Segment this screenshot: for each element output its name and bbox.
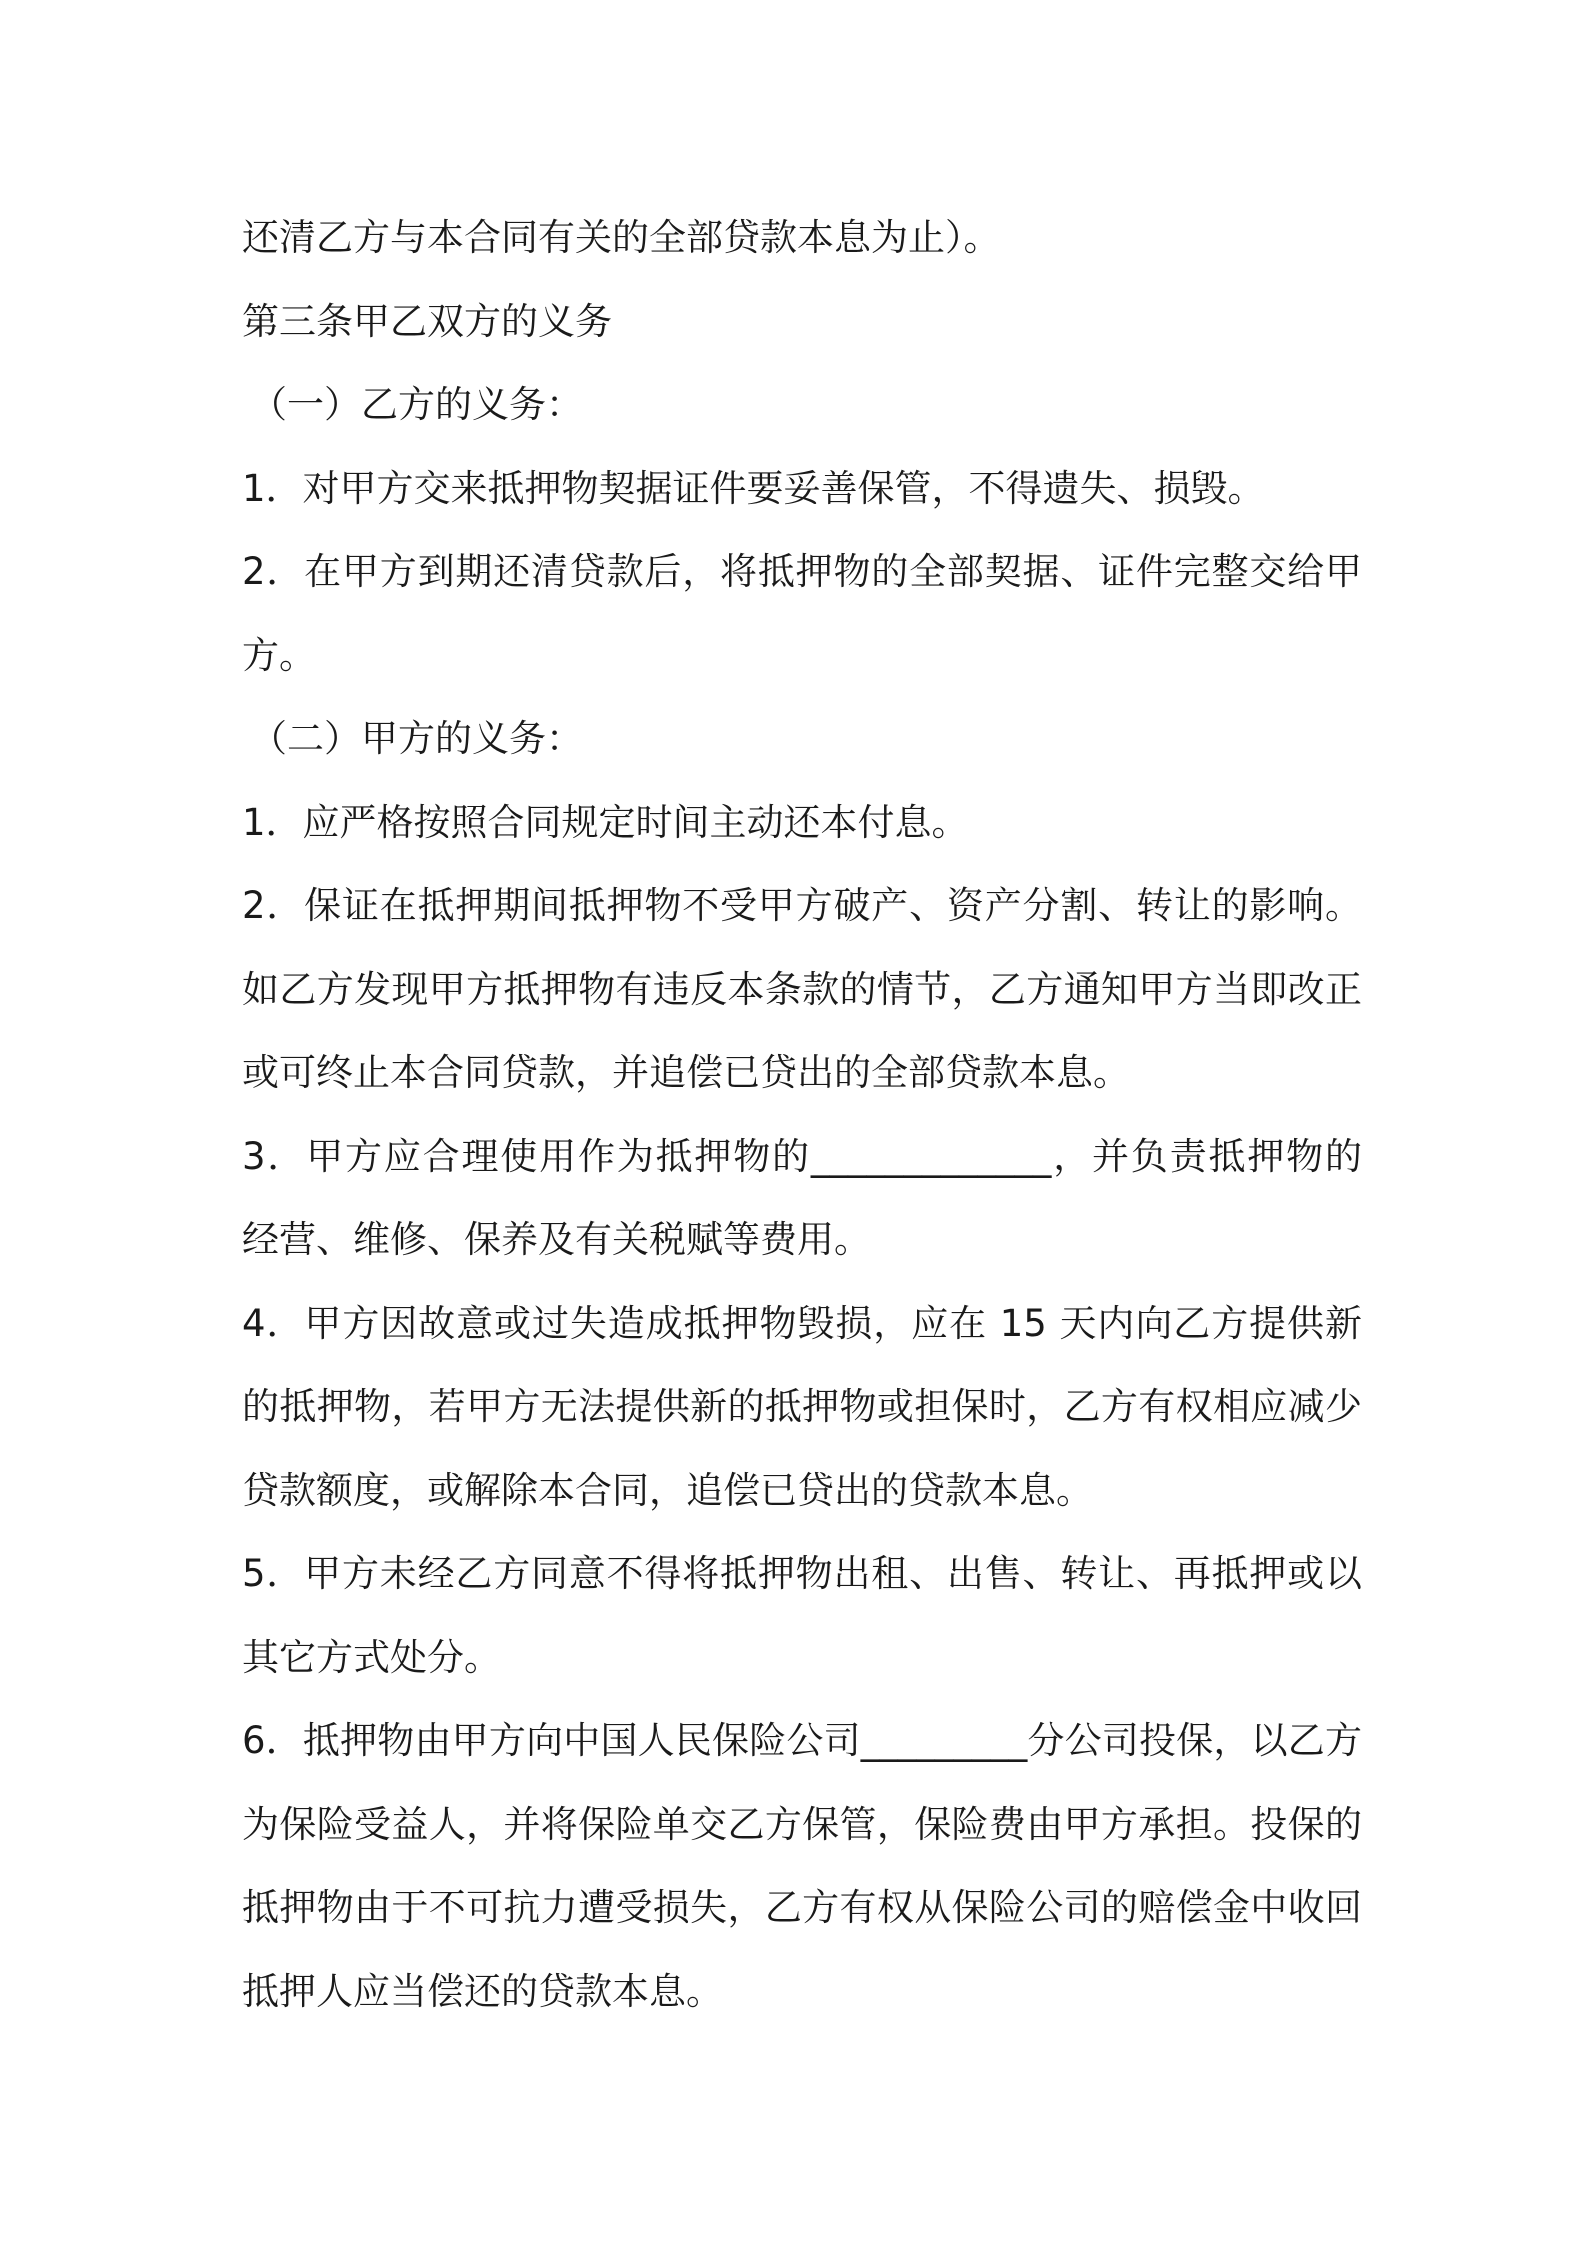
text-line: 1．对甲方交来抵押物契据证件要妥善保管，不得遗失、损毁。 bbox=[242, 466, 1265, 510]
text-line: 2．在甲方到期还清贷款后，将抵押物的全部契据、证件完整交给甲 bbox=[242, 550, 1362, 593]
text-line: 其它方式处分。 bbox=[242, 1635, 501, 1679]
text-line: 抵押物由于不可抗力遭受损失，乙方有权从保险公司的赔偿金中收回 bbox=[242, 1886, 1362, 1929]
text-line: 第三条甲乙双方的义务 bbox=[242, 299, 612, 343]
text-line: 5．甲方未经乙方同意不得将抵押物出租、出售、转让、再抵押或以 bbox=[242, 1552, 1362, 1595]
text-line: （二）甲方的义务： bbox=[250, 717, 583, 760]
text-line: 为保险受益人，并将保险单交乙方保管，保险费由甲方承担。投保的 bbox=[242, 1802, 1362, 1846]
text-line: 经营、维修、保养及有关税赋等费用。 bbox=[242, 1218, 871, 1261]
text-line: 2．保证在抵押期间抵押物不受甲方破产、资产分割、转让的影响。 bbox=[242, 884, 1362, 927]
text-line: 或可终止本合同贷款，并追偿已贷出的全部贷款本息。 bbox=[242, 1051, 1130, 1094]
text-line: 还清乙方与本合同有关的全部贷款本息为止）。 bbox=[242, 216, 1001, 259]
text-line: 方。 bbox=[242, 633, 316, 677]
text-line: 如乙方发现甲方抵押物有违反本条款的情节，乙方通知甲方当即改正 bbox=[242, 967, 1362, 1011]
text-line: （一）乙方的义务： bbox=[250, 383, 583, 426]
text-line: 3．甲方应合理使用作为抵押物的_____________，并负责抵押物的 bbox=[242, 1134, 1362, 1178]
text-line: 4．甲方因故意或过失造成抵押物毁损，应在 15 天内向乙方提供新 bbox=[242, 1301, 1362, 1345]
text-line: 抵押人应当偿还的贷款本息。 bbox=[242, 1969, 723, 2013]
text-line: 1．应严格按照合同规定时间主动还本付息。 bbox=[242, 800, 969, 844]
text-line: 的抵押物，若甲方无法提供新的抵押物或担保时，乙方有权相应减少 bbox=[242, 1385, 1362, 1428]
contract-text-block bbox=[242, 196, 1362, 2033]
text-line: 6．抵押物由甲方向中国人民保险公司_________分公司投保，以乙方 bbox=[242, 1719, 1362, 1762]
text-line: 贷款额度，或解除本合同，追偿已贷出的贷款本息。 bbox=[242, 1468, 1093, 1512]
